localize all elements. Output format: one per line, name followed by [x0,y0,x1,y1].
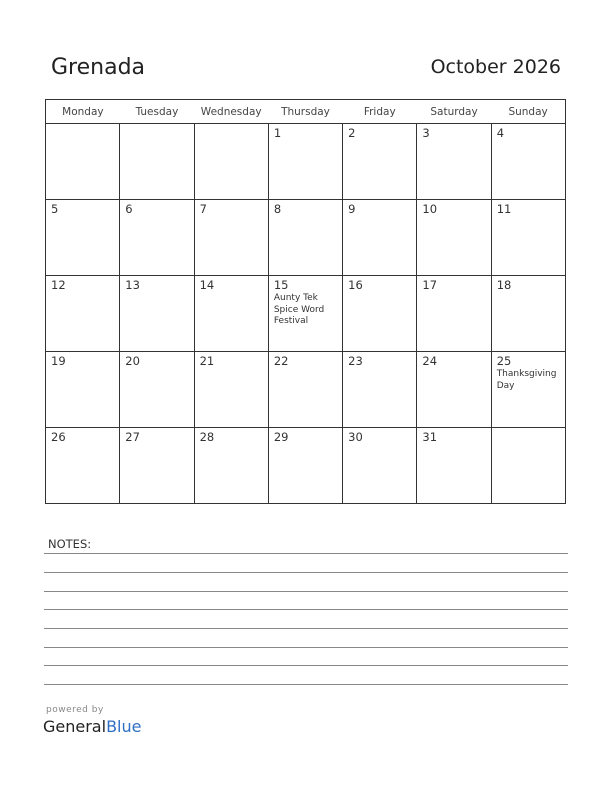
calendar-day-cell [120,428,194,504]
calendar-day-cell [417,200,491,276]
day-number: 12 [51,278,66,292]
calendar-day-cell [343,352,417,428]
weekday-header: Friday [343,100,417,124]
note-line [44,609,568,610]
day-number: 31 [422,430,438,444]
note-line [44,572,568,573]
day-number: 27 [125,430,140,444]
note-line [44,628,568,629]
calendar-day-cell [268,276,342,352]
weekday-header: Monday [46,100,120,124]
calendar-day-cell [268,200,342,276]
weekday-header-row [46,100,566,124]
calendar-week-row [46,200,566,276]
calendar-day-cell [46,200,120,276]
brand-blue: Blue [106,717,142,736]
weekday-header: Thursday [268,100,342,124]
day-number: 26 [51,430,66,444]
day-number: 21 [199,354,215,368]
note-line [44,684,568,685]
day-number: 20 [125,354,140,368]
calendar-day-cell [120,124,194,200]
calendar-day-cell [120,200,194,276]
day-number: 8 [273,202,282,216]
calendar-day-cell [343,124,417,200]
calendar-day-cell [194,124,268,200]
day-number: 10 [422,202,438,216]
day-number: 6 [125,202,133,216]
note-line [44,591,568,592]
brand-general: General [43,717,107,736]
calendar-day-cell [491,276,565,352]
powered-by-text: powered by [46,705,104,715]
calendar-week-row [46,352,566,428]
day-number: 9 [348,202,356,216]
calendar-day-cell [491,124,565,200]
weekday-header: Wednesday [194,100,268,124]
note-line [44,665,568,666]
calendar-day-cell [343,276,417,352]
calendar-day-cell [417,352,491,428]
calendar-day-cell [194,200,268,276]
notes-label: NOTES: [48,537,92,551]
note-line [44,647,568,648]
holiday-event: Aunty Tek Spice Word Festival [273,293,325,326]
calendar-day-cell [46,276,120,352]
calendar-day-cell [343,200,417,276]
month-year-title: October 2026 [430,56,561,78]
calendar-day-cell [417,124,491,200]
day-number: 1 [273,126,282,140]
day-number: 15 [273,278,289,292]
calendar-day-cell [491,200,565,276]
calendar-day-cell [46,124,120,200]
note-line [44,553,568,554]
day-number: 28 [199,430,215,444]
day-number: 18 [496,278,512,292]
calendar-week-row [46,276,566,352]
day-number: 19 [51,354,66,368]
calendar-day-cell [46,352,120,428]
calendar-day-cell [194,352,268,428]
calendar-day-cell [120,276,194,352]
country-title: Grenada [51,55,146,80]
day-number: 24 [422,354,438,368]
weekday-header: Saturday [417,100,491,124]
day-number: 16 [348,278,363,292]
day-number: 29 [273,430,289,444]
day-number: 25 [496,354,512,368]
calendar-day-cell [491,428,565,504]
holiday-event: Thanksgiving Day [496,369,557,391]
day-number: 14 [199,278,215,292]
brand-logo [43,717,141,736]
calendar-day-cell [268,352,342,428]
calendar-day-cell [417,428,491,504]
calendar-day-cell [46,428,120,504]
calendar-day-cell [268,428,342,504]
calendar-week-row [46,124,566,200]
calendar-day-cell [268,124,342,200]
calendar-day-cell [343,428,417,504]
day-number: 23 [348,354,363,368]
calendar-day-cell [491,352,565,428]
weekday-header: Sunday [491,100,565,124]
calendar-day-cell [120,352,194,428]
day-number: 30 [348,430,363,444]
day-number: 7 [199,202,207,216]
calendar-body [46,124,566,504]
calendar-day-cell [417,276,491,352]
day-number: 4 [496,126,505,140]
calendar-day-cell [194,428,268,504]
day-number: 22 [273,354,289,368]
day-number: 2 [348,126,356,140]
day-number: 3 [422,126,430,140]
day-number: 5 [51,202,59,216]
day-number: 11 [496,202,512,216]
calendar-day-cell [194,276,268,352]
calendar-week-row [46,428,566,504]
day-number: 13 [125,278,140,292]
calendar-grid [45,99,566,504]
day-number: 17 [422,278,438,292]
weekday-header: Tuesday [120,100,194,124]
